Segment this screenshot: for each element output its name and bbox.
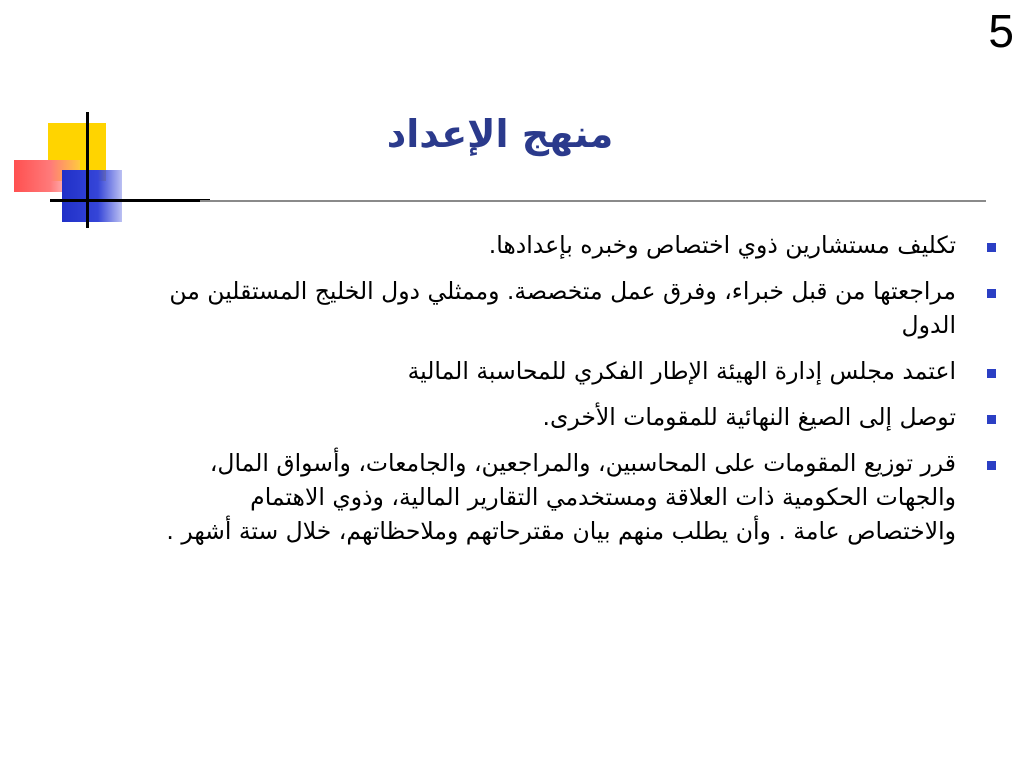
bullet-text: توصل إلى الصيغ النهائية للمقومات الأخرى. (542, 403, 956, 432)
bullet-square-icon (987, 461, 996, 470)
bullet-item (150, 274, 996, 342)
title-divider (200, 200, 986, 202)
logo-horizontal-line (50, 199, 210, 202)
logo-blue-square (62, 170, 122, 222)
bullet-list (150, 228, 996, 561)
bullet-item (150, 228, 996, 262)
bullet-square-icon (987, 289, 996, 298)
bullet-square-icon (987, 243, 996, 252)
slide-title: منهج الإعداد (386, 112, 614, 156)
slide-number: 5 (988, 5, 1014, 57)
bullet-item (150, 354, 996, 388)
bullet-text: قرر توزيع المقومات على المحاسبين، والمراجعين، والجامعات، وأسواق المال، والجهات الحكومية ذات العلاقة ومستخدمي التقارير المالية، وذوي الاهتمام والاختصاص عامة . وأن يطلب منهم بيان مقترحاتهم وملاحظاتهم، خلال ستة أشهر . (166, 449, 956, 546)
bullet-item (150, 400, 996, 434)
bullet-square-icon (987, 415, 996, 424)
logo-vertical-line (86, 112, 89, 228)
bullet-item (150, 446, 996, 548)
bullet-text: مراجعتها من قبل خبراء، وفرق عمل متخصصة. وممثلي دول الخليج المستقلين من الدول (169, 277, 956, 340)
bullet-text: اعتمد مجلس إدارة الهيئة الإطار الفكري للمحاسبة المالية (407, 357, 956, 386)
bullet-text: تكليف مستشارين ذوي اختصاص وخبره بإعدادها. (488, 231, 956, 259)
bullet-square-icon (987, 369, 996, 378)
